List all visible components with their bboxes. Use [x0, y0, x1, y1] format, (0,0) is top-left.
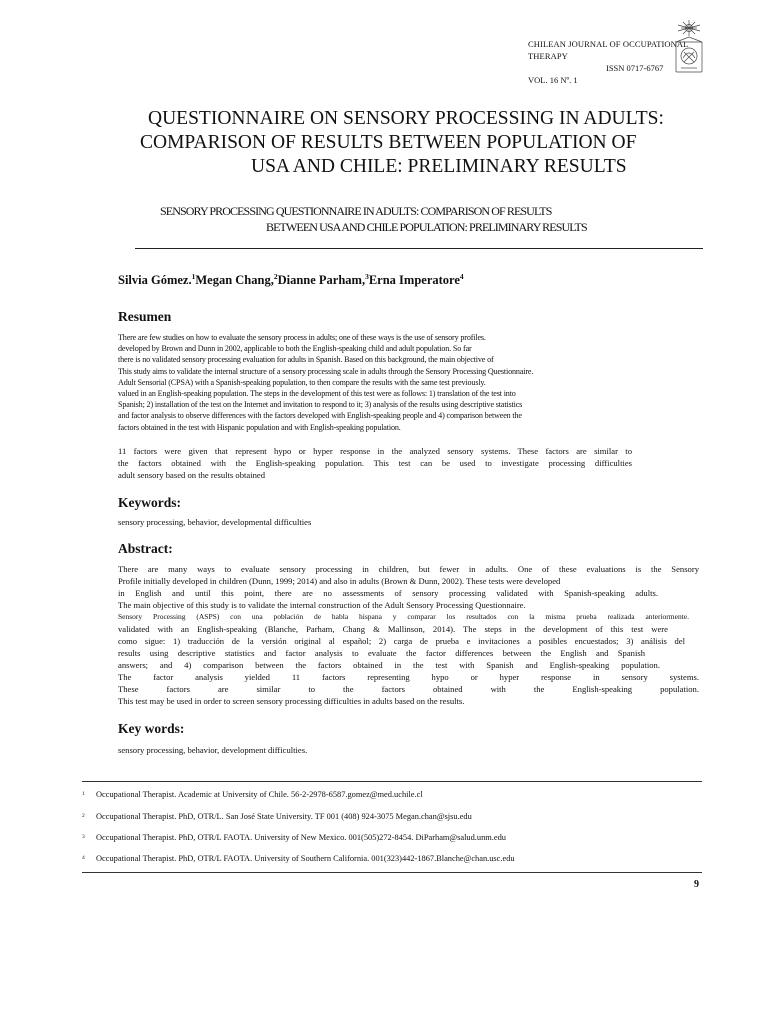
abstract-line: in English and until this point, there are no assessments of sensory processing validated with Spanish-speaking adults.	[118, 588, 658, 598]
article-subtitle	[160, 203, 720, 235]
author-affiliation-sup: 4	[459, 272, 464, 281]
author-name: Dianne Parham,	[277, 273, 366, 288]
footnote-text: Occupational Therapist. PhD, OTR/L FAOTA. University of New Mexico. 001(505)272-8454. DiParham@salud.unm.edu	[96, 833, 506, 842]
footnote	[82, 811, 472, 822]
journal-volume: VOL. 16 Nº. 1	[528, 75, 578, 85]
abstract-line: Profile initially developed in children (Dunn, 1999; 2014) and also in adults (Brown & Dunn, 2002). These tests were developed	[118, 576, 561, 586]
footnote-number: 4	[82, 855, 85, 861]
footnote	[82, 853, 515, 864]
author-name: Erna Imperatore	[368, 273, 460, 288]
resumen-paragraph-2	[118, 445, 632, 481]
resumen-line: factors obtained in the test with Hispanic population and with English-speaking population.	[118, 422, 401, 432]
footnote-number: 3	[82, 834, 85, 840]
abstract-line: The main objective of this study is to validate the internal construction of the Adult Sensory Processing Questionnaire.	[118, 600, 526, 610]
keywords-text: sensory processing, behavior, developmental difficulties	[118, 517, 312, 527]
resumen-line: Spanish; 2) installation of the test on the Internet and invitation to respond to it; 3) analysis of the results using descriptive statistics	[118, 400, 523, 410]
resumen-line: the factors obtained with the English-speaking population. This test can be used to investigate processing difficulties	[118, 458, 632, 468]
resumen-line: There are few studies on how to evaluate the sensory process in adults; one of these ways is the use of sensory profiles.	[118, 333, 486, 342]
subtitle-line: BETWEEN USA AND CHILE POPULATION: PRELIMINARY RESULTS	[266, 220, 587, 234]
subtitle-line: SENSORY PROCESSING QUESTIONNAIRE IN ADULTS: COMPARISON OF RESULTS	[160, 204, 552, 218]
resumen-line: Adult Sensorial (CPSA) with a Spanish-speaking population, to then compare the results with the same test previously.	[118, 377, 486, 387]
author-affiliation-sup: 1	[191, 272, 196, 281]
keywords2-heading: Key words:	[118, 721, 185, 736]
abstract-line: There are many ways to evaluate sensory processing in children, but fewer in adults. One of these evaluations is the Sensory	[118, 564, 699, 574]
abstract-line: The factor analysis yielded 11 factors representing hypo or hyper response in sensory systems.	[118, 672, 699, 682]
abstract-line: Sensory Processing (ASPS) con una población de habla hispana y comparar los resultados con la misma prueba realizada anteriormente.	[118, 612, 689, 621]
footnote-number: 1	[82, 791, 85, 797]
abstract-line: validated with an English-speaking (Blanche, Parham, Chang & Mallinson, 2014). The steps in the development of this test were	[118, 624, 668, 634]
resumen-paragraph	[118, 332, 638, 433]
author-affiliation-sup: 3	[365, 272, 369, 281]
abstract-line: results using descriptive statistics and factor analysis to evaluate the factor differences between the English and Spanish	[118, 648, 645, 658]
journal-seal-logo	[672, 18, 706, 80]
footnote-text: Occupational Therapist. Academic at University of Chile. 56-2-2978-6587.gomez@med.uchile.cl	[96, 790, 423, 799]
author-affiliation-sup: 2	[273, 272, 278, 281]
footnote-text: Occupational Therapist. PhD, OTR/L. San José State University. TF 001 (408) 924-3075 Megan.chan@sjsu.edu	[96, 812, 472, 821]
resumen-line: and factor analysis to observe differences with the factors developed with English-speaking people and 4) comparison between the	[118, 411, 522, 421]
resumen-line: This study aims to validate the internal structure of a sensory processing scale in adults through the Sensory Processing Questionnaire.	[118, 366, 534, 376]
title-divider	[135, 248, 703, 249]
resumen-line: there is no validated sensory processing evaluation for adults in Spanish. Based on this background, the main objective of	[118, 355, 494, 365]
abstract-line: This test may be used in order to screen sensory processing difficulties in adults based on the results.	[118, 696, 465, 706]
footnote-divider-bottom	[82, 872, 702, 873]
author-list	[118, 272, 464, 288]
title-line: USA AND CHILE: PRELIMINARY RESULTS	[251, 156, 627, 177]
author-name: Silvia Gómez.	[118, 273, 192, 288]
abstract-paragraph	[118, 563, 699, 707]
journal-name: CHILEAN JOURNAL OF OCCUPATIONAL THERAPY	[528, 39, 689, 61]
journal-issn: ISSN 0717-6767	[606, 63, 664, 73]
keywords-heading: Keywords:	[118, 495, 181, 510]
footnote-number: 2	[82, 813, 85, 819]
abstract-line: answers; and 4) comparison between the factors obtained in the test with Spanish and English-speaking population.	[118, 660, 660, 670]
resumen-line: valued in an English-speaking population. The steps in the development of this test were as follows: 1) translation of the test into	[118, 389, 516, 399]
page-number: 9	[694, 879, 699, 890]
resumen-line: 11 factors were given that represent hypo or hyper response in the analyzed sensory systems. These factors are similar to	[118, 446, 632, 456]
footnote-text: Occupational Therapist. PhD, OTR/L FAOTA. University of Southern California. 001(323)442-1867.Blanche@chan.usc.edu	[96, 854, 515, 863]
abstract-line: These factors are similar to the factors obtained with the English-speaking population.	[118, 684, 699, 694]
resumen-heading: Resumen	[118, 309, 172, 324]
author-name: Megan Chang,	[195, 273, 274, 288]
abstract-heading: Abstract:	[118, 541, 173, 556]
footnote	[82, 832, 506, 843]
resumen-line: developed by Brown and Dunn in 2002, applicable to both the English-speaking child and adult population. So far	[118, 344, 472, 354]
title-line: QUESTIONNAIRE ON SENSORY PROCESSING IN ADULTS:	[148, 108, 664, 129]
abstract-line: como sigue: 1) traducción de la versión original al español; 2) carga de prueba e invitaciones a posibles encuestados; 3) análisis del	[118, 636, 685, 646]
keywords2-text: sensory processing, behavior, development difficulties.	[118, 745, 308, 755]
footnote	[82, 789, 423, 800]
title-line: COMPARISON OF RESULTS BETWEEN POPULATION OF	[140, 132, 637, 153]
resumen-line: adult sensory based on the results obtained	[118, 470, 266, 480]
article-title	[120, 107, 740, 179]
footnote-divider-top	[82, 781, 702, 782]
